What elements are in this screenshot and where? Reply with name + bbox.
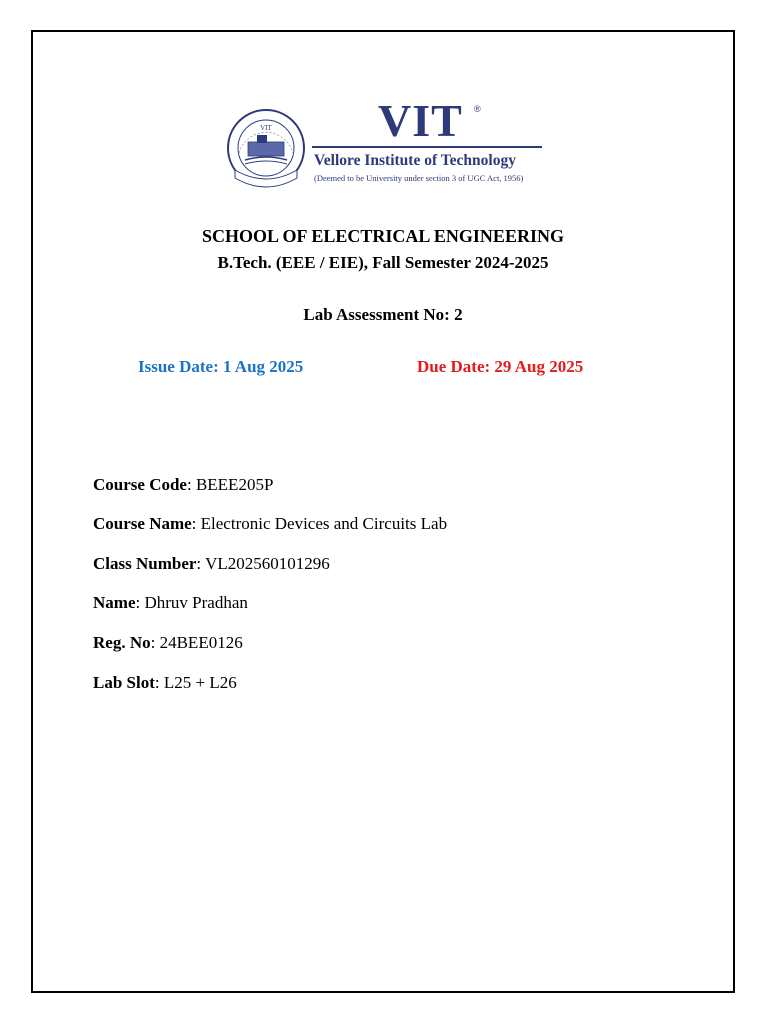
lab-slot-label: Lab Slot bbox=[93, 673, 155, 692]
institute-name: Vellore Institute of Technology bbox=[314, 152, 516, 169]
reg-no-label: Reg. No bbox=[93, 633, 151, 652]
course-code-row: Course Code: BEEE205P bbox=[93, 475, 274, 494]
lab-slot-value: L25 + L26 bbox=[163, 673, 237, 692]
student-name-row: Name: Dhruv Pradhan bbox=[93, 593, 248, 612]
student-name-label: Name bbox=[93, 593, 136, 612]
svg-text:VIT: VIT bbox=[260, 124, 272, 132]
course-name-value: Electronic Devices and Circuits Lab bbox=[200, 514, 448, 533]
class-number-row: Class Number: VL202560101296 bbox=[93, 554, 330, 573]
class-number-label: Class Number bbox=[93, 554, 197, 573]
course-code-label: Course Code bbox=[93, 475, 187, 494]
class-number-value: VL202560101296 bbox=[205, 554, 330, 573]
due-date: Due Date: 29 Aug 2025 bbox=[417, 357, 584, 376]
vit-wordmark: VIT bbox=[378, 95, 463, 146]
institute-subtitle: (Deemed to be University under section 3 of UGC Act, 1956) bbox=[314, 173, 524, 183]
reg-no-row: Reg. No: 24BEE0126 bbox=[93, 633, 243, 652]
reg-no-value: 24BEE0126 bbox=[159, 633, 243, 652]
school-title: SCHOOL OF ELECTRICAL ENGINEERING bbox=[202, 226, 564, 246]
logo-divider bbox=[312, 146, 542, 148]
registered-mark: ® bbox=[474, 104, 481, 114]
student-name-value: Dhruv Pradhan bbox=[144, 593, 248, 612]
program-title: B.Tech. (EEE / EIE), Fall Semester 2024-2025 bbox=[217, 253, 549, 272]
course-name-label: Course Name bbox=[93, 514, 192, 533]
course-name-row: Course Name: Electronic Devices and Circuits Lab bbox=[93, 514, 448, 533]
issue-date: Issue Date: 1 Aug 2025 bbox=[138, 357, 304, 376]
lab-slot-row: Lab Slot: L25 + L26 bbox=[93, 673, 237, 692]
lab-assessment-title: Lab Assessment No: 2 bbox=[303, 305, 463, 324]
course-code-value: BEEE205P bbox=[195, 475, 274, 494]
